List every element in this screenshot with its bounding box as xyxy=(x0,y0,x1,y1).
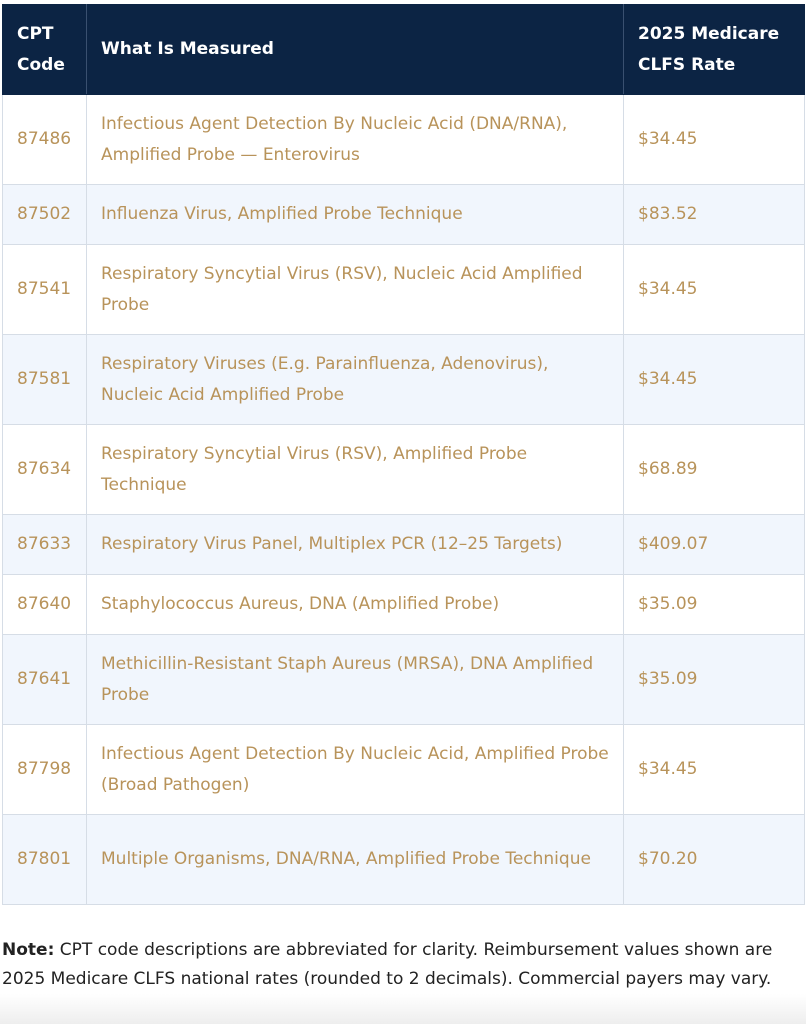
bottom-fade xyxy=(0,994,806,1024)
description-cell: Infectious Agent Detection By Nucleic Acid, Amplified Probe (Broad Pathogen) xyxy=(87,725,624,815)
rate-cell: $35.09 xyxy=(624,635,805,725)
note-text: CPT code descriptions are abbreviated for clarity. Reimbursement values shown are 2025 Medicare CLFS national rates (rounded to 2 decimals). Commercial payers may vary. xyxy=(2,940,773,989)
table-row xyxy=(3,185,805,245)
description-cell: Respiratory Syncytial Virus (RSV), Nucleic Acid Amplified Probe xyxy=(87,245,624,335)
table-row xyxy=(3,515,805,575)
cpt-code-cell: 87633 xyxy=(3,515,87,575)
table-row xyxy=(3,635,805,725)
table-row xyxy=(3,575,805,635)
rate-cell: $34.45 xyxy=(624,725,805,815)
rate-cell: $68.89 xyxy=(624,425,805,515)
rate-cell: $34.45 xyxy=(624,335,805,425)
rate-cell: $70.20 xyxy=(624,815,805,905)
note-label: Note: xyxy=(2,940,55,960)
table-footnote xyxy=(2,936,802,994)
header-medicare-rate: 2025 Medicare CLFS Rate xyxy=(624,5,805,95)
cpt-code-cell: 87798 xyxy=(3,725,87,815)
cpt-code-cell: 87541 xyxy=(3,245,87,335)
cpt-code-cell: 87641 xyxy=(3,635,87,725)
cpt-code-cell: 87634 xyxy=(3,425,87,515)
description-cell: Staphylococcus Aureus, DNA (Amplified Probe) xyxy=(87,575,624,635)
description-cell: Influenza Virus, Amplified Probe Technique xyxy=(87,185,624,245)
cpt-code-cell: 87486 xyxy=(3,95,87,185)
table-row xyxy=(3,335,805,425)
header-cpt-code: CPT Code xyxy=(3,5,87,95)
description-cell: Methicillin-Resistant Staph Aureus (MRSA), DNA Amplified Probe xyxy=(87,635,624,725)
table-row xyxy=(3,95,805,185)
cpt-code-cell: 87581 xyxy=(3,335,87,425)
cpt-code-cell: 87640 xyxy=(3,575,87,635)
cpt-rates-table xyxy=(2,4,805,905)
cpt-code-cell: 87502 xyxy=(3,185,87,245)
table-header-row xyxy=(3,5,805,95)
description-cell: Infectious Agent Detection By Nucleic Acid (DNA/RNA), Amplified Probe — Enterovirus xyxy=(87,95,624,185)
rate-cell: $409.07 xyxy=(624,515,805,575)
description-cell: Multiple Organisms, DNA/RNA, Amplified Probe Technique xyxy=(87,815,624,905)
description-cell: Respiratory Syncytial Virus (RSV), Amplified Probe Technique xyxy=(87,425,624,515)
description-cell: Respiratory Virus Panel, Multiplex PCR (12–25 Targets) xyxy=(87,515,624,575)
table-row xyxy=(3,425,805,515)
header-what-is-measured: What Is Measured xyxy=(87,5,624,95)
table-row xyxy=(3,725,805,815)
description-cell: Respiratory Viruses (E.g. Parainfluenza, Adenovirus), Nucleic Acid Amplified Probe xyxy=(87,335,624,425)
cpt-code-cell: 87801 xyxy=(3,815,87,905)
table-row xyxy=(3,245,805,335)
rate-cell: $83.52 xyxy=(624,185,805,245)
rate-cell: $34.45 xyxy=(624,95,805,185)
table-row xyxy=(3,815,805,905)
rate-cell: $34.45 xyxy=(624,245,805,335)
rate-cell: $35.09 xyxy=(624,575,805,635)
